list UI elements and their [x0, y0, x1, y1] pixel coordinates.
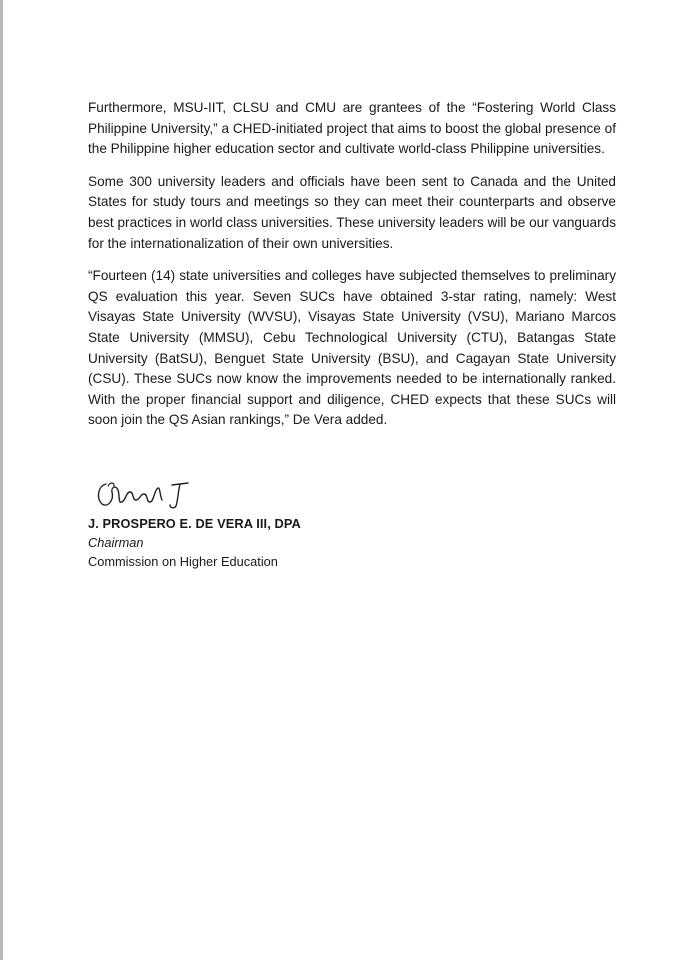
page-edge: [0, 0, 3, 960]
signatory-title: Chairman: [88, 535, 144, 550]
signatory-name: J. PROSPERO E. DE VERA III, DPA: [88, 516, 301, 531]
paragraph-1: Furthermore, MSU-IIT, CLSU and CMU are grantees of the “Fostering World Class Philippine University,” a CHED-initiated project that aims to boost the global presence of the Philippine higher education sector and cultivate world-class Philippine universities.: [88, 100, 616, 157]
signatory-office: Commission on Higher Education: [88, 554, 278, 569]
signature-icon: [92, 476, 202, 512]
signature-block: [88, 514, 301, 571]
paragraph-2: Some 300 university leaders and officials have been sent to Canada and the United States for study tours and meetings so they can meet their counterparts and observe best practices in world class universities. These university leaders will be our vanguards for the internationalization of their own universities.: [88, 173, 616, 251]
paragraph-3: “Fourteen (14) state universities and colleges have subjected themselves to preliminary QS evaluation this year. Seven SUCs have obtained 3-star rating, namely: West Visayas State University (WVSU), Visayas State University (VSU), Mariano Marcos State University (MMSU), Cebu Technological University (CTU), Batangas State University (BatSU), Benguet State University (BSU), and Cagayan State University (CSU). These SUCs now know the improvements needed to be internationally ranked. With the proper financial support and diligence, CHED expects that these SUCs will soon join the QS Asian rankings,” De Vera added.: [88, 268, 616, 428]
body-text: [88, 98, 616, 443]
